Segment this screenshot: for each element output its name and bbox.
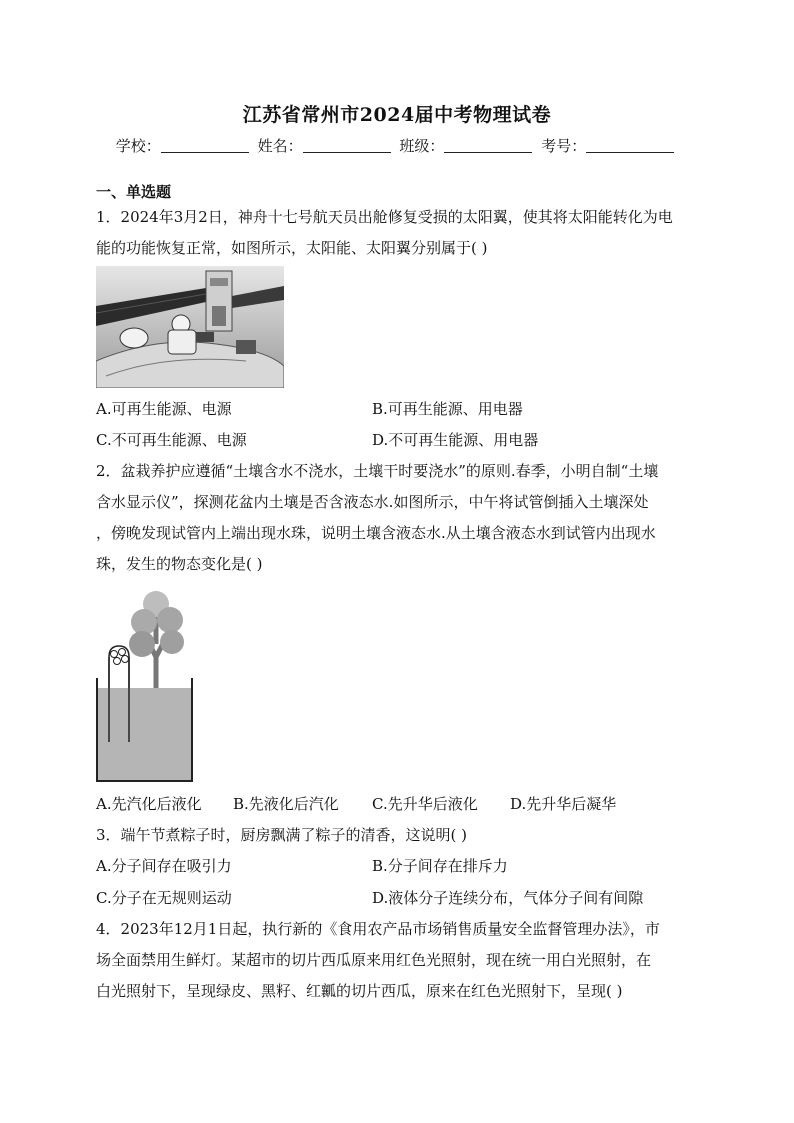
q2-option-a: A.先汽化后液化 (96, 795, 202, 813)
school-label: 学校： (115, 137, 161, 155)
name-label: 姓名： (257, 137, 303, 155)
astronaut-solar-wing-photo (96, 266, 284, 388)
flowerpot-test-tube-diagram (96, 582, 196, 784)
q4-line2: 场全面禁用生鲜灯。某超市的切片西瓜原来用红色光照射，现在统一用白光照射，在 (96, 951, 652, 969)
q2-line1: 2．盆栽养护应遵循“土壤含水不浇水，土壤干时要浇水”的原则.春季，小明自制“土壤 (96, 462, 659, 480)
q4-line3: 白光照射下，呈现绿皮、黑籽、红瓤的切片西瓜，原来在红色光照射下，呈现( ) (96, 982, 623, 1000)
q2-option-b: B.先液化后汽化 (233, 795, 339, 813)
q1-line2: 能的功能恢复正常，如图所示，太阳能、太阳翼分别属于( ) (96, 239, 488, 257)
q1-option-b: B.可再生能源、用电器 (372, 400, 523, 418)
q3-option-a: A.分子间存在吸引力 (96, 857, 232, 875)
name-blank (303, 138, 391, 153)
number-blank (586, 138, 674, 153)
section-heading: 一、单选题 (96, 183, 172, 201)
q4-line1: 4．2023年12月1日起，执行新的《食用农产品市场销售质量安全监督管理办法》，市 (96, 920, 660, 938)
q2-line4: 珠，发生的物态变化是( ) (96, 555, 263, 573)
q2-line2: 含水显示仪”，探测花盆内土壤是否含液态水.如图所示，中午将试管倒插入土壤深处 (96, 493, 649, 511)
q1-option-d: D.不可再生能源、用电器 (372, 431, 539, 449)
class-blank (444, 138, 532, 153)
q1-option-a: A.可再生能源、电源 (96, 400, 232, 418)
q3-option-b: B.分子间存在排斥力 (372, 857, 508, 875)
q1-line1: 1．2024年3月2日，神舟十七号航天员出舱修复受损的太阳翼，使其将太阳能转化为电 (96, 208, 673, 226)
student-info-row (0, 135, 794, 156)
page-title: 江苏省常州市2024届中考物理试卷 (242, 104, 552, 126)
q1-option-c: C.不可再生能源、电源 (96, 431, 247, 449)
q2-option-c: C.先升华后液化 (372, 795, 478, 813)
school-blank (161, 138, 249, 153)
class-label: 班级： (399, 137, 445, 155)
q3-option-d: D.液体分子连续分布，气体分子间有间隙 (372, 889, 644, 907)
q2-option-d: D.先升华后凝华 (510, 795, 617, 813)
q2-line3: ，傍晚发现试管内上端出现水珠，说明土壤含液态水.从土壤含液态水到试管内出现水 (96, 524, 656, 542)
number-label: 考号： (541, 137, 587, 155)
q3-option-c: C.分子在无规则运动 (96, 889, 232, 907)
q3-line1: 3．端午节煮粽子时，厨房飘满了粽子的清香，这说明( ) (96, 826, 468, 844)
